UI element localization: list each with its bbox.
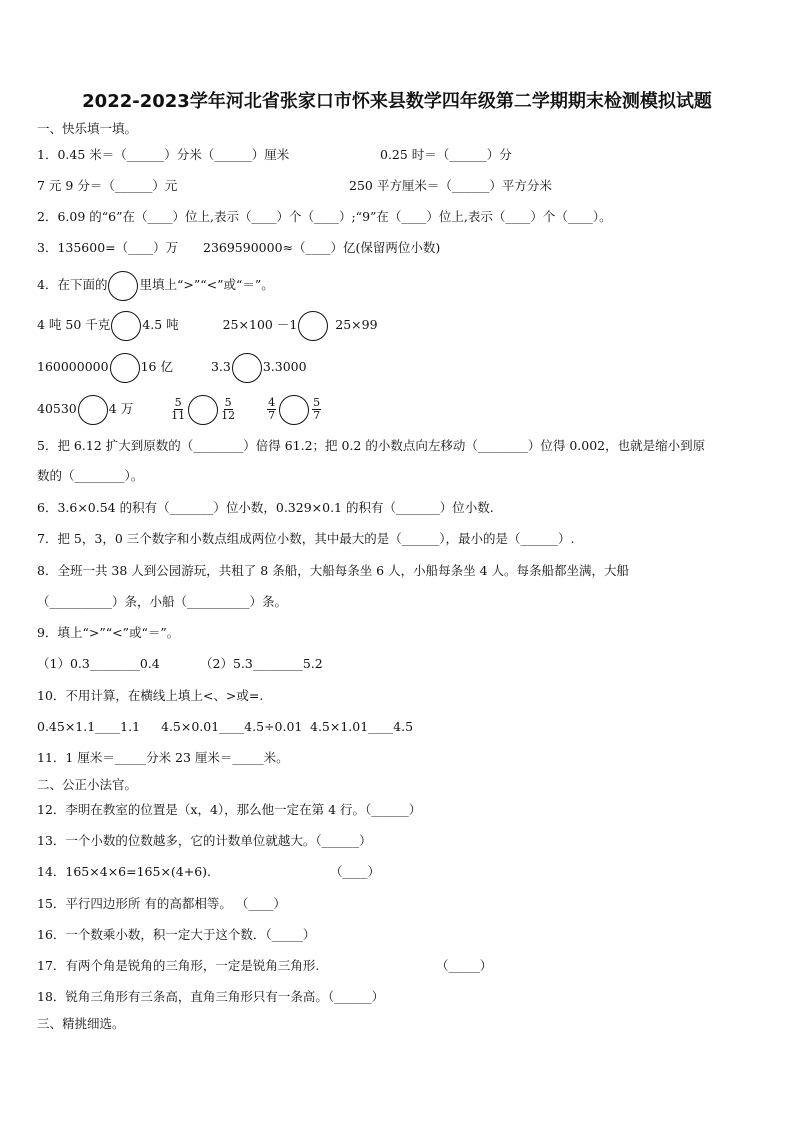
question-1a: 1．0.45 米＝（______）分米（______）厘米 — [37, 147, 290, 162]
question-8b: （__________）条，小船（__________）条。 — [37, 594, 288, 609]
question-8a: 8．全班一共 38 人到公园游玩，共租了 8 条船，大船每条坐 6 人，小船每条坐 4 人。每条船都坐满，大船 — [37, 563, 630, 578]
section-heading-3: 三、精挑细选。 — [37, 1016, 125, 1031]
compare-left: 40530 — [37, 401, 77, 416]
compare-circle-icon — [110, 353, 140, 383]
compare-left: 25×100 －1 — [222, 317, 298, 332]
question-7: 7．把 5，3，0 三个数字和小数点组成两位小数，其中最大的是（______），最小的是（______）. — [37, 531, 575, 546]
compare-right: 16 亿 — [140, 359, 173, 374]
compare-right: 4 万 — [108, 401, 134, 416]
compare-circle-icon — [232, 353, 262, 383]
question-15: 15．平行四边形所 有的高都相等。 （____） — [37, 896, 286, 911]
question-10: 10．不用计算，在横线上填上<、>或=. — [37, 688, 264, 703]
compare-circle-icon — [188, 395, 218, 425]
section-heading-1: 一、快乐填一填。 — [37, 121, 138, 136]
page-title: 2022-2023学年河北省张家口市怀来县数学四年级第二学期期末检测模拟试题 — [82, 91, 712, 112]
question-10a: 0.45×1.1____1.1 — [37, 719, 141, 734]
question-1c: 7 元 9 分＝（______）元 — [37, 178, 178, 193]
compare-circle-icon — [78, 395, 108, 425]
question-16: 16．一个数乘小数，积一定大于这个数．（_____） — [37, 927, 316, 942]
fraction: $\frac{4}{7}$ — [268, 396, 276, 422]
compare-circle-icon — [279, 395, 309, 425]
compare-left: 3.3 — [210, 359, 231, 374]
compare-right: 3.3000 — [262, 359, 307, 374]
question-9a: （1）0.3________0.4 — [37, 656, 160, 671]
section-heading-2: 二、公正小法官。 — [37, 777, 138, 792]
question-5a: 5．把 6.12 扩大到原数的（________）倍得 61.2；把 0.2 的小数点向左移动（________）位得 0.002，也就是缩小到原 — [37, 438, 706, 453]
question-4 — [37, 270, 274, 301]
question-4-row-1 — [37, 310, 378, 341]
compare-circle-icon — [108, 271, 138, 301]
question-1b: 0.25 时＝（______）分 — [380, 147, 512, 162]
question-10b: 4.5×0.01____4.5÷0.01 — [161, 719, 303, 734]
fraction: $\frac{5}{11}$ — [171, 396, 186, 422]
fraction: $\frac{5}{12}$ — [221, 396, 236, 422]
compare-circle-icon — [298, 311, 328, 341]
compare-right: 4.5 吨 — [142, 317, 179, 332]
question-12: 12．李明在教室的位置是（x，4），那么他一定在第 4 行。（______） — [37, 802, 422, 817]
question-6: 6．3.6×0.54 的积有（_______）位小数，0.329×0.1 的积有（_______）位小数. — [37, 500, 494, 515]
question-4-row-2 — [37, 352, 307, 383]
question-2: 2．6.09 的“6”在（____）位上,表示（____）个（____）;“9”在（____）位上,表示（____）个（____）。 — [37, 209, 612, 224]
question-10c: 4.5×1.01____4.5 — [310, 719, 414, 734]
question-17-blank: （_____） — [436, 958, 493, 973]
question-17: 17．有两个角是锐角的三角形，一定是锐角三角形. — [37, 958, 320, 973]
question-9b: （2）5.3________5.2 — [200, 656, 323, 671]
question-4-row-3 — [37, 393, 323, 425]
fraction: $\frac{5}{7}$ — [313, 396, 321, 422]
question-14-blank: （____） — [330, 864, 381, 879]
question-14: 14．165×4×6=165×(4+6). — [37, 864, 212, 879]
question-13: 13．一个小数的位数越多，它的计数单位就越大。（______） — [37, 833, 372, 848]
question-18: 18．锐角三角形有三条高，直角三角形只有一条高。（______） — [37, 989, 385, 1004]
question-4-prefix: 4．在下面的 — [37, 277, 108, 292]
question-1d: 250 平方厘米＝（______）平方分米 — [349, 178, 552, 193]
question-9: 9．填上“>”“<”或“＝”。 — [37, 625, 180, 640]
question-3b: 2369590000≈（____）亿(保留两位小数) — [203, 240, 441, 255]
question-11: 11．1 厘米＝_____分米 23 厘米＝_____米。 — [37, 750, 289, 765]
compare-left: 160000000 — [37, 359, 109, 374]
compare-left: 4 吨 50 千克 — [37, 317, 111, 332]
question-3a: 3．135600=（____）万 — [37, 240, 179, 255]
question-4-suffix: 里填上“>”“<”或“＝”。 — [139, 277, 274, 292]
compare-circle-icon — [111, 311, 141, 341]
question-5b: 数的（________）。 — [37, 468, 144, 483]
compare-right: 25×99 — [335, 317, 378, 332]
